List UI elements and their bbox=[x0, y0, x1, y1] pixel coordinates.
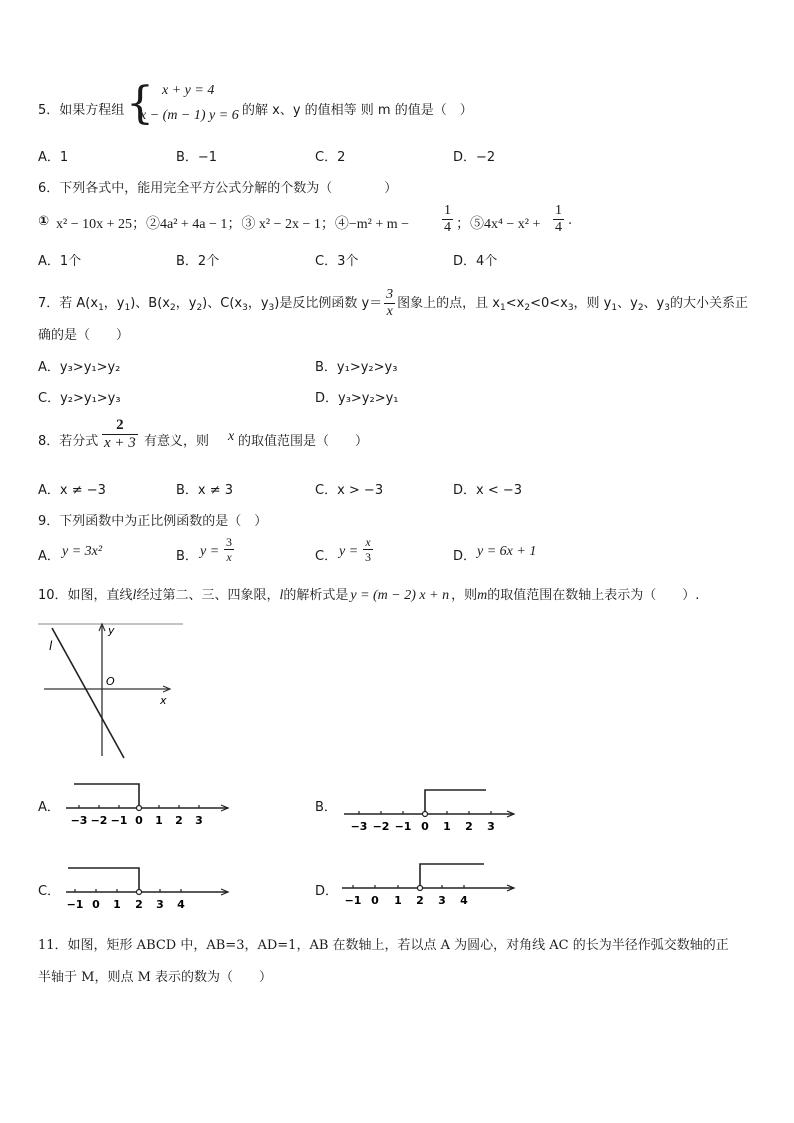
q7-seg-h: 图象上的点，且 x bbox=[397, 296, 500, 311]
q7-seg-d: ，y bbox=[175, 296, 197, 311]
q6-option-b: B．2个 bbox=[176, 254, 220, 269]
q8-fraction-den: x + 3 bbox=[104, 435, 136, 451]
q7-sub-l: 2 bbox=[637, 303, 644, 313]
q7-seg-c: )、B(x bbox=[130, 296, 170, 311]
q6-fraction-1-num: 1 bbox=[444, 203, 451, 218]
q10-a-tick-m2: −2 bbox=[90, 814, 108, 826]
q9-option-b-den: x bbox=[226, 550, 232, 564]
q10-graph-label-o: O bbox=[106, 675, 115, 688]
q10-d-tick-0: 0 bbox=[371, 894, 379, 906]
q10-option-a-numberline bbox=[62, 778, 234, 826]
q10-a-tick-2: 2 bbox=[175, 814, 183, 826]
q7-sub-k: 1 bbox=[611, 303, 618, 313]
q10-graph bbox=[38, 622, 188, 762]
q10-b-tick-1: 1 bbox=[443, 820, 451, 832]
q7-fraction-den: x bbox=[386, 304, 393, 319]
q7-seg-a: 7．若 A(x bbox=[38, 296, 99, 311]
q7-seg-k: ，则 y bbox=[573, 296, 612, 311]
q10-a-tick-m1: −1 bbox=[110, 814, 128, 826]
q6-expr-list: x² − 10x + 25；②4a² + 4a − 1；③ x² − 2x − 1；④−m² + m − bbox=[56, 217, 410, 232]
q7-option-a: A．y₃>y₁>y₂ bbox=[38, 360, 121, 375]
q9-option-b-label: B． bbox=[176, 549, 198, 564]
q7-seg-i: <x bbox=[505, 296, 525, 311]
q10-expression: y = (m − 2) x + n bbox=[350, 588, 450, 603]
q6-stem: 6．下列各式中，能用完全平方公式分解的个数为（ ） bbox=[38, 181, 398, 196]
q6-fraction-2-num: 1 bbox=[555, 203, 562, 218]
q6-fraction-1 bbox=[442, 204, 453, 235]
q10-a-tick-3: 3 bbox=[195, 814, 203, 826]
q11-line-1: 11．如图，矩形 ABCD 中，AB=3，AD=1，AB 在数轴上，若以点 A 为圆心，对角线 AC 的长为半径作弧交数轴的正 bbox=[38, 938, 729, 953]
q7-seg-n: 的大小关系正 bbox=[669, 296, 748, 311]
q7-fraction-num: 3 bbox=[386, 287, 394, 302]
q7-sub-2b: 2 bbox=[196, 303, 203, 313]
q9-option-b-num: 3 bbox=[226, 535, 232, 549]
q10-b-tick-3: 3 bbox=[487, 820, 495, 832]
q7-sub-2a: 2 bbox=[170, 303, 176, 313]
q6-option-c: C．3个 bbox=[315, 254, 359, 269]
q5-option-a: A．1 bbox=[38, 150, 69, 165]
q10-c-tick-m1: −1 bbox=[66, 898, 84, 910]
q10-a-tick-m3: −3 bbox=[70, 814, 88, 826]
q10-c-tick-2: 2 bbox=[135, 898, 143, 910]
q10-graph-label-x: x bbox=[160, 694, 167, 707]
q6-expr-5: ；⑤4x⁴ − x² + bbox=[456, 217, 541, 232]
q5-equation-1: x + y = 4 bbox=[162, 83, 215, 98]
q7-sub-j: 3 bbox=[567, 303, 574, 313]
q9-option-c-expr: y = bbox=[339, 544, 359, 559]
q7-option-c: C．y₂>y₁>y₃ bbox=[38, 391, 121, 406]
q7-option-d: D．y₃>y₂>y₁ bbox=[315, 391, 399, 406]
q6-option-d: D．4个 bbox=[453, 254, 498, 269]
q7-sub-h: 1 bbox=[500, 303, 506, 313]
q8-text-a: 8．若分式 bbox=[38, 434, 99, 449]
q10-option-b-label: B． bbox=[315, 800, 337, 815]
q10-b-tick-m2: −2 bbox=[372, 820, 390, 832]
q10-a-tick-1: 1 bbox=[155, 814, 163, 826]
q10-option-b-numberline bbox=[340, 784, 520, 832]
q10-c-tick-4: 4 bbox=[177, 898, 185, 910]
q7-sub-1a: 1 bbox=[98, 303, 104, 313]
q7-seg-m: 、y bbox=[643, 296, 665, 311]
q10-b-tick-m1: −1 bbox=[394, 820, 412, 832]
q7-sub-1b: 1 bbox=[124, 303, 131, 313]
q9-stem: 9．下列函数中为正比例函数的是（ ） bbox=[38, 514, 268, 529]
q9-option-c-num: x bbox=[363, 536, 373, 550]
q10-a-tick-0: 0 bbox=[135, 814, 143, 826]
q10-b-tick-m3: −3 bbox=[350, 820, 368, 832]
q8-text-b: 有意义，则 bbox=[144, 434, 210, 449]
q9-option-d bbox=[453, 540, 593, 576]
q10-d-tick-1: 1 bbox=[394, 894, 402, 906]
q5-equation-2: x − (m − 1) y = 6 bbox=[140, 108, 239, 123]
q6-option-a: A．1个 bbox=[38, 254, 82, 269]
q7-sub-3a: 3 bbox=[242, 303, 248, 313]
q8-option-c: C．x > −3 bbox=[315, 483, 384, 498]
q5-option-d: D．−2 bbox=[453, 150, 496, 165]
q10-c-tick-0: 0 bbox=[92, 898, 100, 910]
q10-text-c: 的解析式是 bbox=[283, 588, 349, 603]
q10-d-tick-4: 4 bbox=[460, 894, 468, 906]
q9-option-d-expr: y = 6x + 1 bbox=[477, 544, 537, 559]
q6-period: . bbox=[568, 213, 573, 228]
q8-stem bbox=[38, 418, 438, 462]
q6-circle-one: ① bbox=[38, 214, 50, 229]
q9-option-c-fraction bbox=[363, 536, 373, 563]
q10-text-d: ，则 bbox=[451, 588, 478, 603]
q10-stem bbox=[38, 584, 768, 608]
q10-c-tick-3: 3 bbox=[156, 898, 164, 910]
q7-seg-j: <0<x bbox=[530, 296, 568, 311]
q6-fraction-1-den: 4 bbox=[444, 220, 451, 235]
q9-option-a bbox=[38, 540, 168, 576]
q8-option-d: D．x < −3 bbox=[453, 483, 523, 498]
q5-brace: { bbox=[126, 78, 154, 129]
q11-line-2: 半轴于 M，则点 M 表示的数为（ ） bbox=[38, 970, 273, 985]
q9-option-c-label: C． bbox=[315, 549, 338, 564]
q10-c-tick-1: 1 bbox=[113, 898, 121, 910]
q9-option-b bbox=[176, 536, 306, 576]
q10-b-tick-0: 0 bbox=[421, 820, 429, 832]
q10-var-l-2: l bbox=[279, 588, 284, 603]
q5-tail-text: 的解 x、y 的值相等 则 m 的值是（ ） bbox=[242, 103, 473, 118]
q5-option-b: B．−1 bbox=[176, 150, 218, 165]
q9-option-a-expr: y = 3x² bbox=[62, 544, 103, 559]
q10-d-tick-2: 2 bbox=[416, 894, 424, 906]
q8-fraction-num: 2 bbox=[102, 418, 138, 435]
q10-d-tick-m1: −1 bbox=[344, 894, 362, 906]
q8-option-a: A．x ≠ −3 bbox=[38, 483, 106, 498]
q10-graph-label-l: l bbox=[49, 639, 53, 653]
q10-var-l: l bbox=[132, 588, 137, 603]
q7-sub-3b: 3 bbox=[268, 303, 275, 313]
q8-option-b: B．x ≠ 3 bbox=[176, 483, 234, 498]
q9-option-c-den: 3 bbox=[365, 550, 371, 564]
q10-option-a-label: A． bbox=[38, 800, 60, 815]
q10-var-m: m bbox=[477, 588, 488, 603]
q10-option-d-label: D． bbox=[315, 884, 339, 899]
q10-option-c-label: C． bbox=[38, 884, 61, 899]
q7-line-1-text bbox=[38, 288, 748, 319]
q10-option-c-numberline bbox=[62, 862, 234, 910]
q7-seg-b: ，y bbox=[103, 296, 125, 311]
q5-option-c: C．2 bbox=[315, 150, 346, 165]
q5-number-text: 5．如果方程组 bbox=[38, 103, 125, 118]
q7-seg-g: )是反比例函数 y＝ bbox=[274, 296, 383, 311]
q8-text-c: 的取值范围是（ ） bbox=[238, 434, 369, 449]
q7-sub-m: 3 bbox=[664, 303, 670, 313]
q7-sub-i: 2 bbox=[524, 303, 531, 313]
q8-variable-x: x bbox=[228, 429, 235, 444]
q7-line-2: 确的是（ ） bbox=[38, 328, 130, 343]
q10-text-b: 经过第二、三、四象限， bbox=[136, 588, 280, 603]
q6-fraction-2-den: 4 bbox=[555, 220, 562, 235]
q7-seg-f: ，y bbox=[247, 296, 269, 311]
q7-line-1 bbox=[38, 286, 768, 322]
q10-d-tick-3: 3 bbox=[438, 894, 446, 906]
q7-seg-e: )、C(x bbox=[202, 296, 243, 311]
q9-option-a-label: A． bbox=[38, 549, 60, 564]
q9-option-b-expr: y = bbox=[200, 544, 220, 559]
q6-fraction-2 bbox=[553, 204, 564, 235]
q10-b-tick-2: 2 bbox=[465, 820, 473, 832]
q8-fraction bbox=[102, 418, 138, 451]
q9-option-d-label: D． bbox=[453, 549, 477, 564]
q10-text-e: 的取值范围在数轴上表示为（ ）. bbox=[487, 588, 700, 603]
q7-option-b: B．y₁>y₂>y₃ bbox=[315, 360, 398, 375]
q9-option-b-fraction bbox=[224, 536, 234, 563]
q10-text-a: 10．如图，直线 bbox=[38, 588, 133, 603]
q10-option-d-numberline bbox=[338, 858, 520, 906]
q10-graph-label-y: y bbox=[108, 624, 115, 637]
q7-fraction bbox=[384, 288, 395, 319]
q7-seg-l: 、y bbox=[617, 296, 638, 311]
q9-option-c bbox=[315, 536, 445, 576]
